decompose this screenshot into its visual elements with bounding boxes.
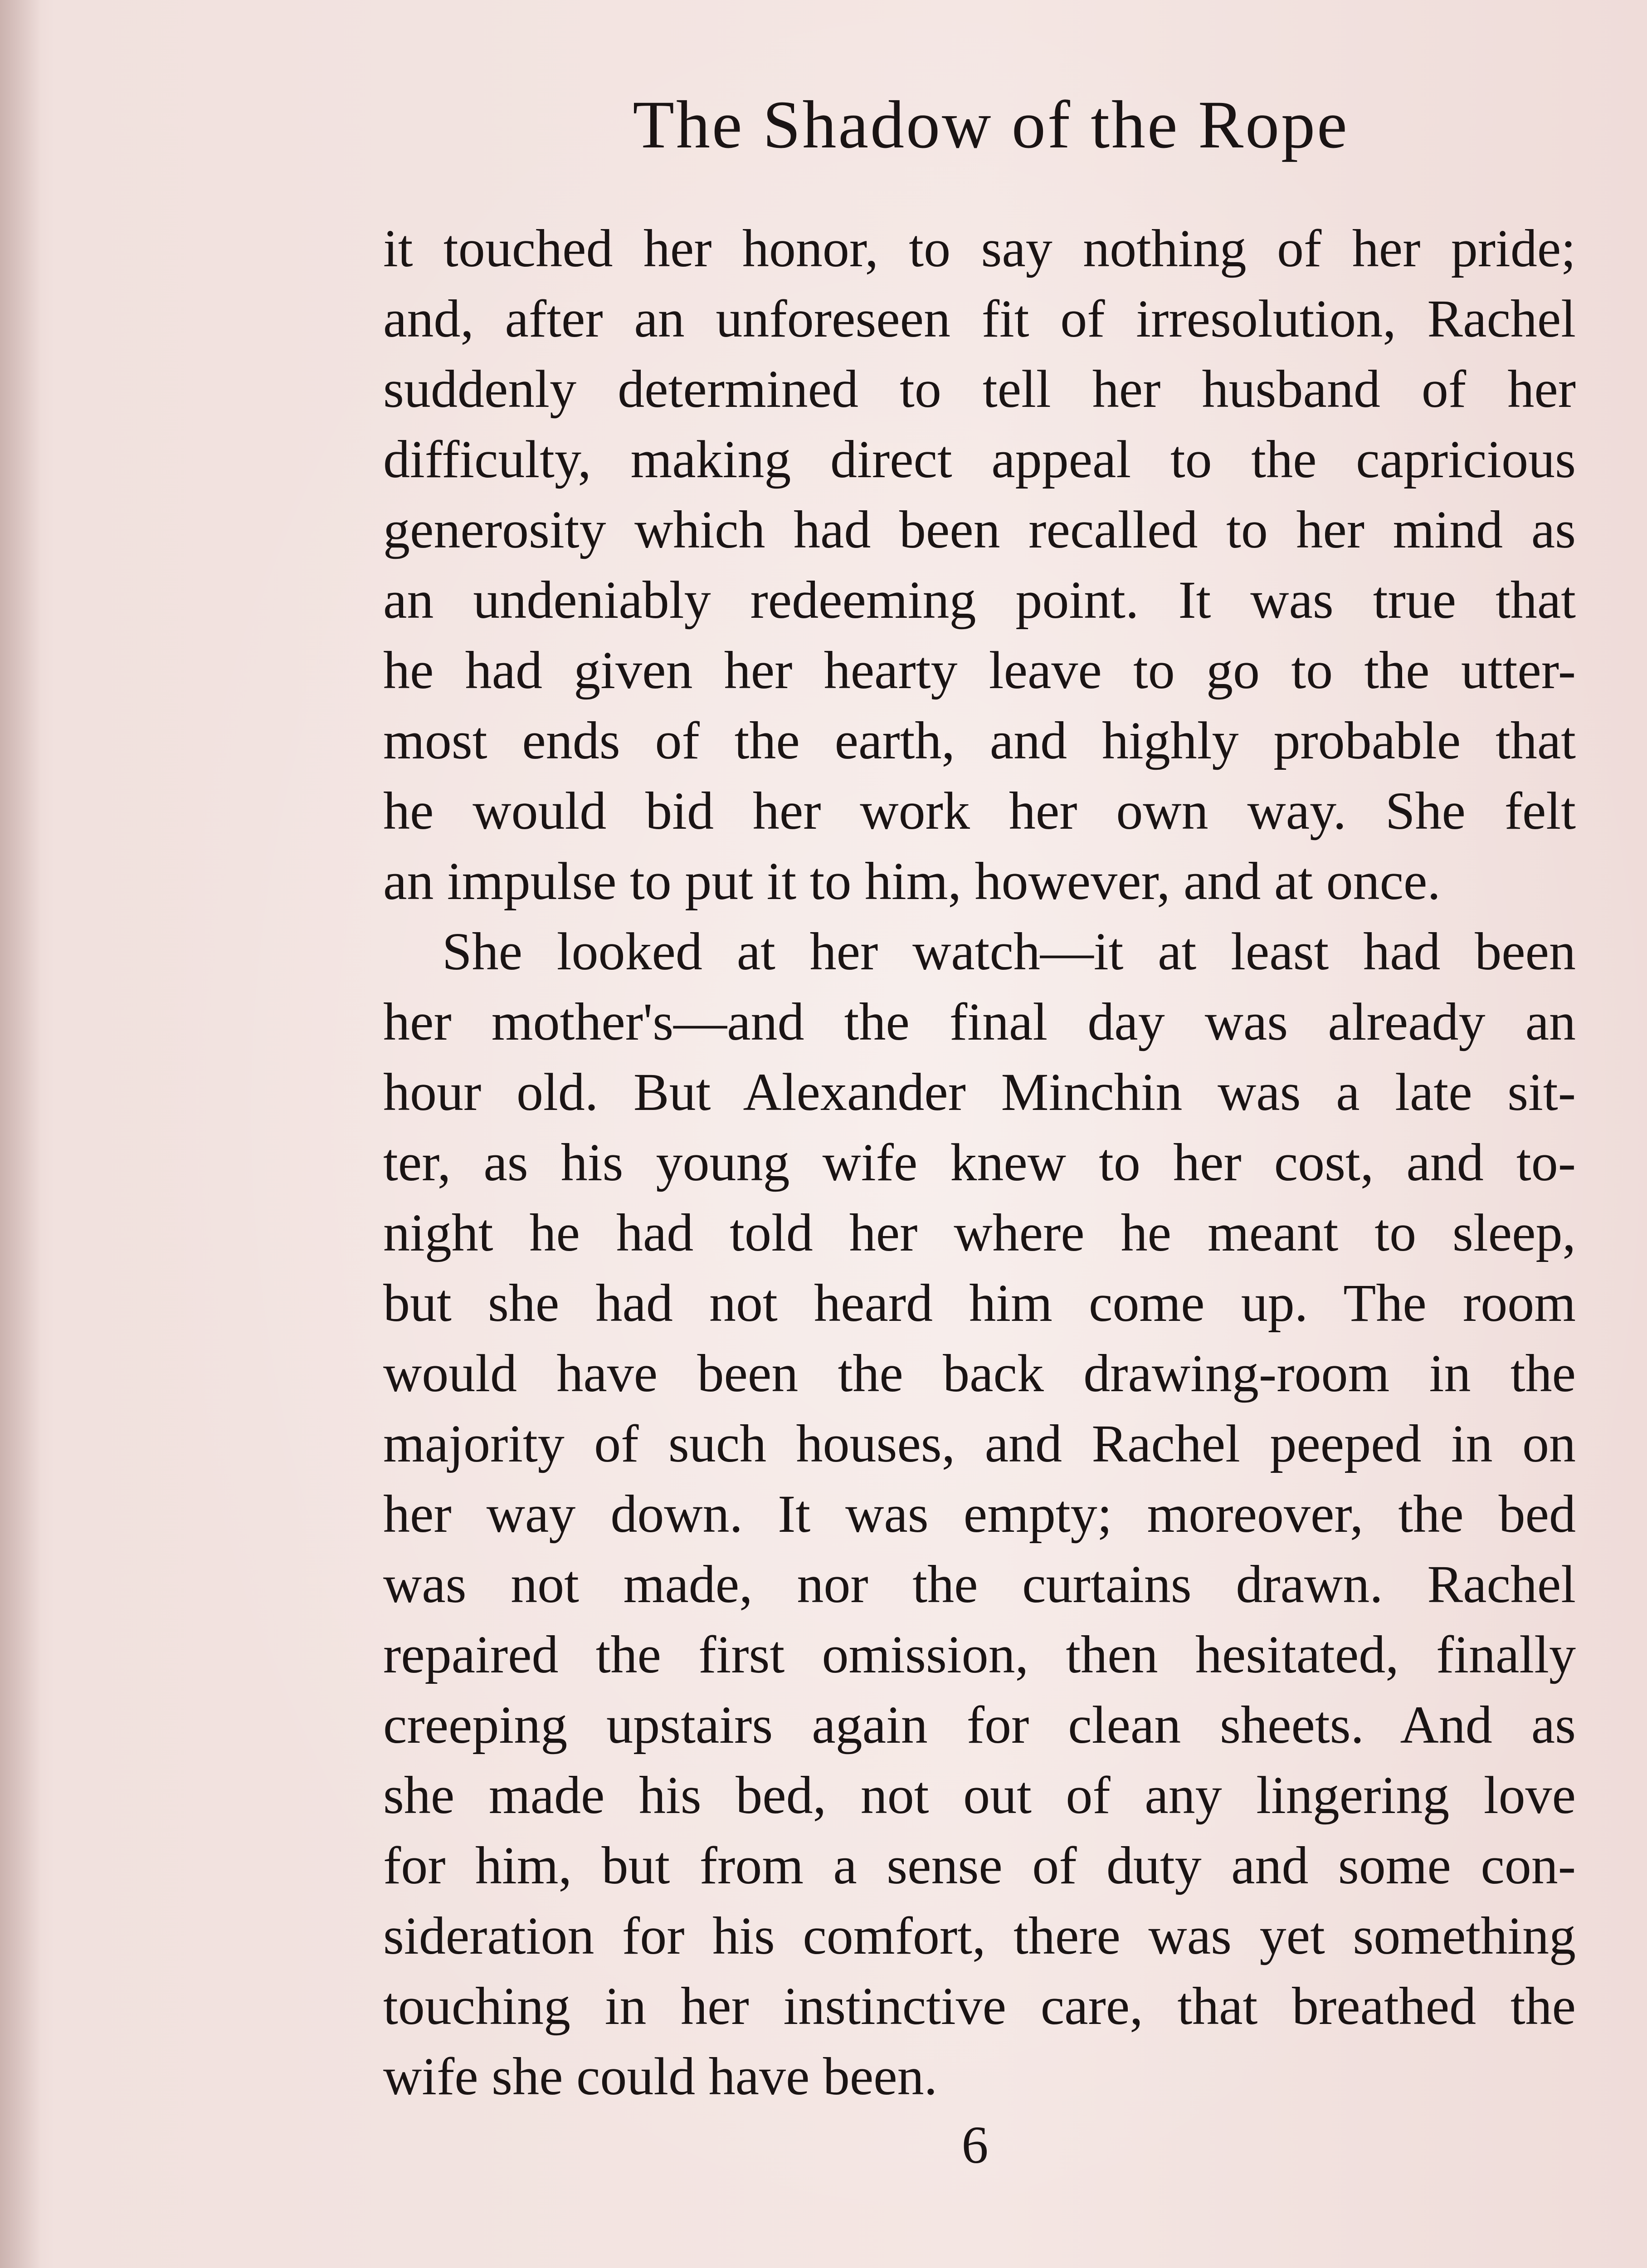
text-line: sideration for his comfort, there was yet something bbox=[383, 1906, 1576, 1965]
text-line: night he had told her where he meant to sleep, bbox=[383, 1203, 1576, 1262]
text-line: repaired the first omission, then hesitated, finally bbox=[383, 1625, 1576, 1684]
text-line: but she had not heard him come up. The room bbox=[383, 1273, 1576, 1333]
text-line: her way down. It was empty; moreover, the bed bbox=[383, 1484, 1576, 1544]
text-line: it touched her honor, to say nothing of her pride; bbox=[383, 219, 1576, 278]
text-line: generosity which had been recalled to her mind as bbox=[383, 500, 1576, 559]
text-line: would have been the back drawing-room in the bbox=[383, 1344, 1576, 1403]
text-line: majority of such houses, and Rachel peeped in on bbox=[383, 1414, 1576, 1473]
body-text bbox=[383, 213, 1576, 2112]
text-line: ter, as his young wife knew to her cost, and to- bbox=[383, 1133, 1576, 1192]
text-line: most ends of the earth, and highly probable that bbox=[383, 711, 1576, 770]
text-line: he had given her hearty leave to go to the utter- bbox=[383, 640, 1576, 700]
text-line: her mother's—and the final day was already an bbox=[383, 992, 1576, 1051]
text-line: wife she could have been. bbox=[383, 2047, 938, 2106]
text-line: an impulse to put it to him, however, and at once. bbox=[383, 851, 1441, 911]
text-line: he would bid her work her own way. She felt bbox=[383, 781, 1576, 841]
text-line: for him, but from a sense of duty and some con- bbox=[383, 1836, 1576, 1895]
text-line: suddenly determined to tell her husband of her bbox=[383, 359, 1576, 419]
text-line: creeping upstairs again for clean sheets. And as bbox=[383, 1695, 1576, 1755]
text-line: an undeniably redeeming point. It was true that bbox=[383, 570, 1576, 630]
text-line: difficulty, making direct appeal to the capricious bbox=[383, 430, 1576, 489]
text-line: and, after an unforeseen fit of irresolution, Rachel bbox=[383, 289, 1576, 348]
page-number: 6 bbox=[961, 2115, 989, 2175]
text-line: hour old. But Alexander Minchin was a late sit- bbox=[383, 1062, 1576, 1122]
text-line: was not made, nor the curtains drawn. Rachel bbox=[383, 1554, 1576, 1614]
gutter-shadow bbox=[0, 0, 41, 2268]
text-line: She looked at her watch—it at least had been bbox=[442, 922, 1576, 981]
text-line: touching in her instinctive care, that breathed the bbox=[383, 1976, 1576, 2036]
text-line: she made his bed, not out of any lingering love bbox=[383, 1765, 1576, 1825]
running-head: The Shadow of the Rope bbox=[633, 87, 1349, 162]
